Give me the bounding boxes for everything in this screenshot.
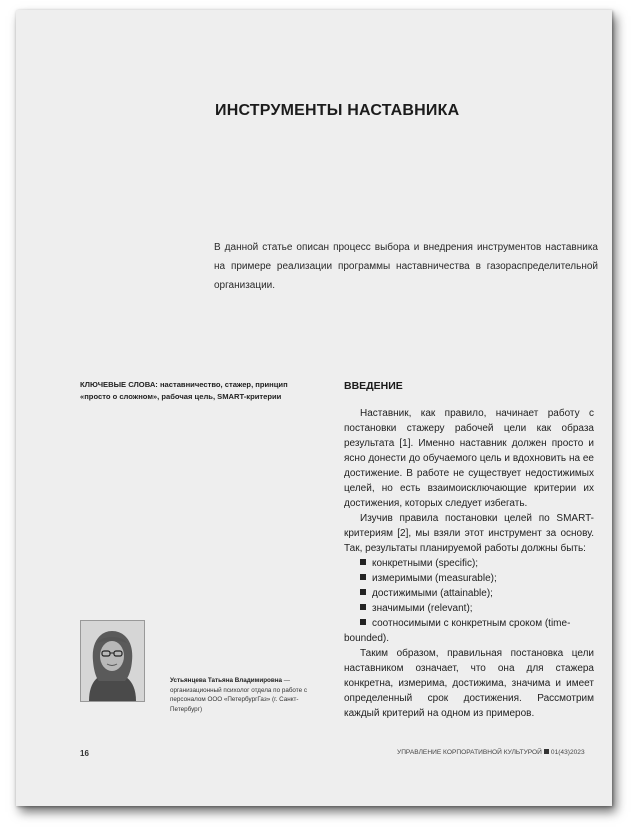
author-name: Устьянцева Татьяна Владимировна bbox=[170, 677, 283, 684]
body-column bbox=[344, 406, 594, 721]
body-paragraph: Наставник, как правило, начинает работу с постановки стажеру рабочей цели как образа результата [1]. Именно наставник должен просто и ясно донести до обучаемого цель и вдохновить на ее достижение. В работе не существует недостижимых целей, но есть взаимоисключающие критерии их достижения, которых следует избегать. bbox=[344, 408, 594, 509]
article-title: ИНСТРУМЕНТЫ НАСТАВНИКА bbox=[215, 102, 460, 119]
journal-issue: 01(43)2023 bbox=[550, 749, 585, 756]
smart-criteria-list bbox=[344, 556, 594, 646]
body-paragraph: Таким образом, правильная постановка цели наставником означает, что она для стажера конкретна, измерима, достижима, значима и имеет определенный срок достижения. Рассмотрим каждый критерий на одном из примеров. bbox=[344, 648, 594, 719]
list-item: соотносимыми с конкретным сроком (time-bounded). bbox=[344, 618, 571, 644]
list-item: измеримыми (measurable); bbox=[344, 571, 594, 586]
author-description: — организационный психолог отдела по работе с персоналом ООО «ПетербургГаз» (г. Санкт-Петербург) bbox=[170, 677, 308, 713]
keywords-block bbox=[80, 379, 316, 403]
list-item: конкретными (specific); bbox=[344, 556, 594, 571]
bullet-square-icon bbox=[360, 589, 366, 595]
document-page bbox=[16, 10, 612, 806]
bullet-square-icon bbox=[360, 619, 366, 625]
bullet-square-icon bbox=[360, 574, 366, 580]
keywords-text: наставничество, стажер, принцип «просто о сложном», рабочая цель, SMART-критерии bbox=[80, 380, 288, 401]
bullet-square-icon bbox=[360, 559, 366, 565]
journal-name: УПРАВЛЕНИЕ КОРПОРАТИВНОЙ КУЛЬТУРОЙ bbox=[397, 749, 542, 756]
list-item: значимыми (relevant); bbox=[344, 601, 594, 616]
list-item: достижимыми (attainable); bbox=[344, 586, 594, 601]
article-abstract: В данной статье описан процесс выбора и внедрения инструментов наставника на примере реализации программы наставничества в газораспределительной организации. bbox=[214, 242, 598, 291]
bullet-square-icon bbox=[360, 604, 366, 610]
keywords-label: КЛЮЧЕВЫЕ СЛОВА: bbox=[80, 380, 158, 389]
author-photo bbox=[80, 620, 145, 702]
author-info bbox=[170, 676, 318, 714]
journal-footer bbox=[397, 749, 585, 756]
author-portrait-icon bbox=[81, 621, 144, 701]
square-separator-icon bbox=[544, 749, 549, 754]
section-heading: ВВЕДЕНИЕ bbox=[344, 380, 403, 392]
page-number: 16 bbox=[80, 749, 89, 758]
body-paragraph: Изучив правила постановки целей по SMART-критериям [2], мы взяли этот инструмент за основу. Так, результаты планируемой работы должны быть: bbox=[344, 513, 594, 554]
